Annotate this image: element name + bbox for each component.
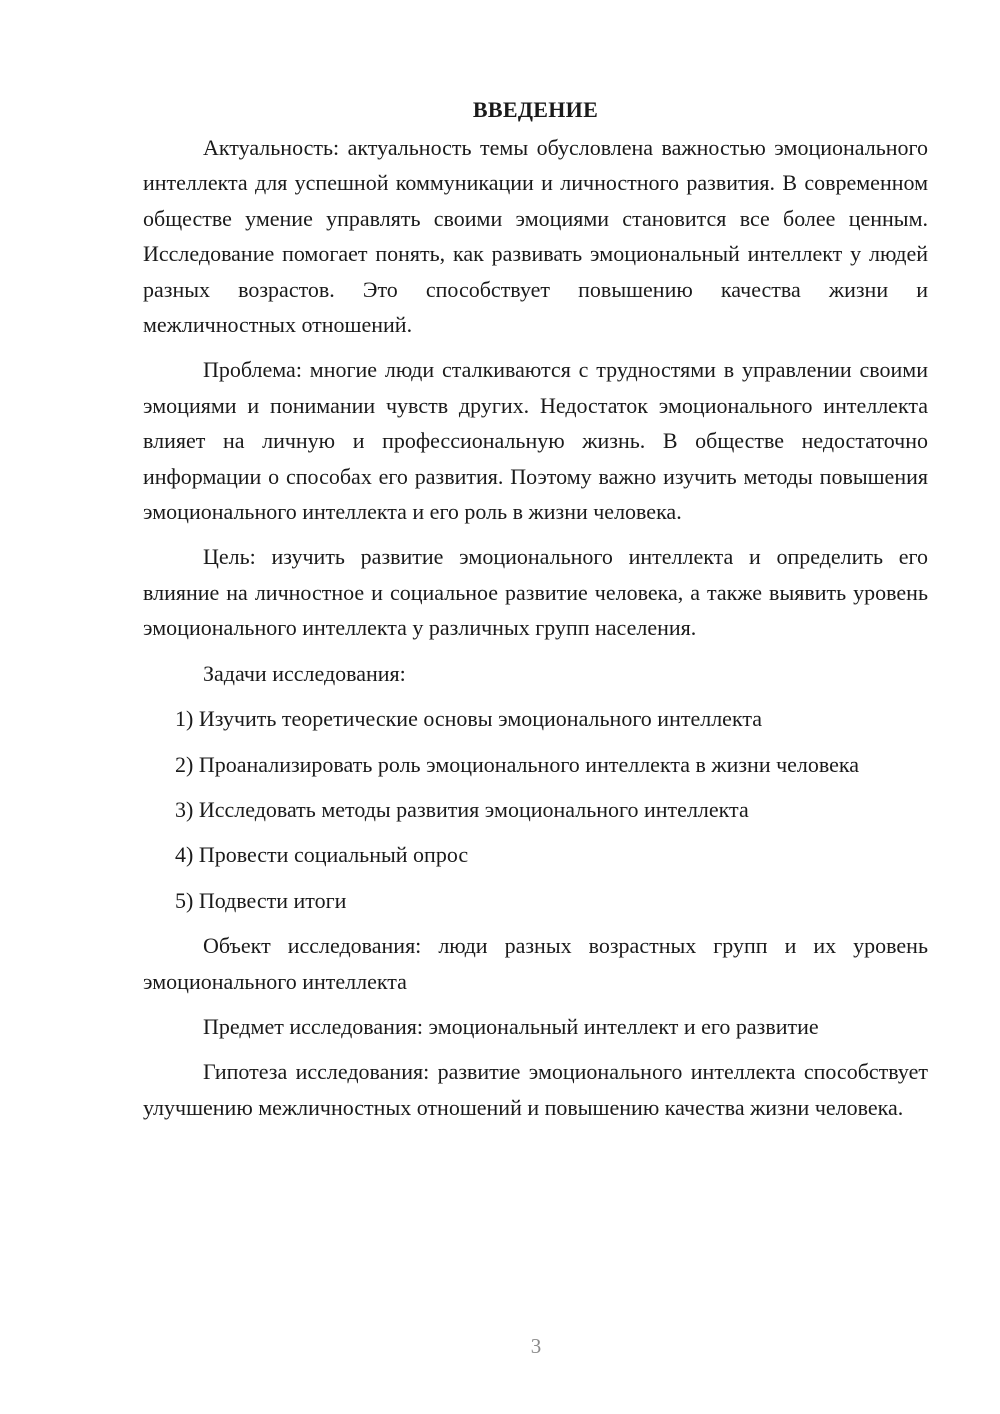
page-title: ВВЕДЕНИЕ bbox=[472, 97, 599, 122]
paragraph-hypothesis: Гипотеза исследования: развитие эмоционального интеллекта способствует улучшению межличностных отношений и повышению качества жизни человека. bbox=[143, 1059, 928, 1120]
task-item: 2) Проанализировать роль эмоционального интеллекта в жизни человека bbox=[175, 751, 860, 777]
paragraph-subject: Предмет исследования: эмоциональный интеллект и его развитие bbox=[203, 1013, 819, 1039]
task-item: 3) Исследовать методы развития эмоционального интеллекта bbox=[175, 796, 749, 822]
document-page bbox=[143, 92, 928, 1135]
task-item: 4) Провести социальный опрос bbox=[175, 842, 469, 868]
paragraph-relevance: Актуальность: актуальность темы обусловлена важностью эмоционального интеллекта для успешной коммуникации и личностного развития. В современном обществе умение управлять своими эмоциями становится все более ценным. Исследование помогает понять, как развивать эмоциональный интеллект у людей разных возрастов. Это способствует повышению качества жизни и межличностных отношений. bbox=[143, 135, 928, 338]
tasks-list bbox=[143, 701, 928, 918]
paragraph-tasks-heading: Задачи исследования: bbox=[203, 660, 406, 686]
task-item: 5) Подвести итоги bbox=[175, 887, 347, 913]
page-number: 3 bbox=[530, 1334, 542, 1358]
paragraph-goal: Цель: изучить развитие эмоционального интеллекта и определить его влияние на личностное и социальное развитие человека, а также выявить уровень эмоционального интеллекта у различных групп населения. bbox=[143, 544, 928, 641]
task-item: 1) Изучить теоретические основы эмоционального интеллекта bbox=[175, 706, 762, 732]
paragraph-problem: Проблема: многие люди сталкиваются с трудностями в управлении своими эмоциями и понимании чувств других. Недостаток эмоционального интеллекта влияет на личную и профессиональную жизнь. В обществе недостаточно информации о способах его развития. Поэтому важно изучить методы повышения эмоционального интеллекта и его роль в жизни человека. bbox=[143, 357, 928, 525]
paragraph-object: Объект исследования: люди разных возрастных групп и их уровень эмоционального интеллекта bbox=[143, 933, 928, 994]
